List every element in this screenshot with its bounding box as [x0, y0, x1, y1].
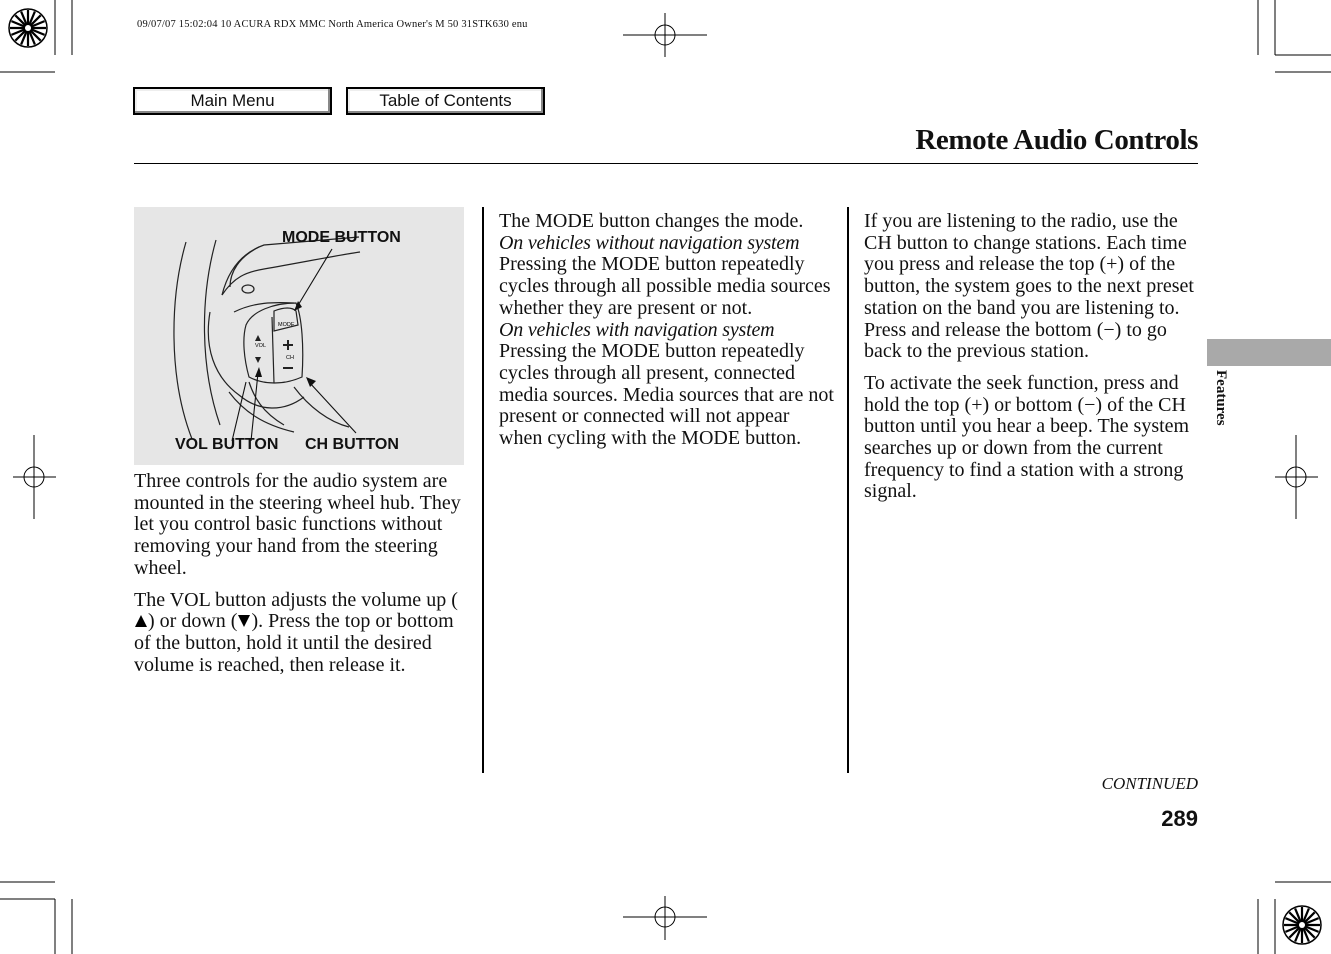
with-nav-heading: On vehicles with navigation system	[499, 318, 775, 341]
ch-plus-icon	[283, 340, 293, 350]
mode-intro-line: The MODE button changes the mode.	[499, 210, 804, 232]
page-number: 289	[1161, 806, 1198, 831]
steering-wheel-figure	[134, 207, 464, 465]
column-2	[499, 211, 837, 450]
main-menu-button[interactable]: Main Menu	[133, 87, 332, 115]
vol-down-icon	[255, 357, 261, 363]
vol-paragraph	[134, 590, 468, 677]
section-label: Features	[1213, 370, 1229, 426]
ch-button-callout: CH BUTTON	[305, 436, 399, 453]
without-nav-heading: On vehicles without navigation system	[499, 231, 800, 254]
section-tab	[1207, 339, 1331, 366]
vol-text-c: ). Press the top or bottom of the button, hold it until the desired volume is reached, then release it.	[134, 610, 454, 676]
vol-button-callout: VOL BUTTON	[175, 436, 279, 453]
page-title: Remote Audio Controls	[915, 124, 1198, 156]
vol-text-b: ) or down (	[148, 610, 238, 633]
title-rule	[134, 163, 1198, 164]
ch-key-label: CH	[286, 355, 294, 361]
seek-paragraph: To activate the seek function, press and hold the top (+) or bottom (−) of the CH button until you hear a beep. The system searches up or down from the current frequency to find a station with a strong signal.	[864, 371, 1190, 503]
up-arrow-icon	[134, 614, 148, 628]
vol-key-label: VOL	[255, 343, 267, 349]
print-header: 09/07/07 15:02:04 10 ACURA RDX MMC North America Owner's M 50 31STK630 enu	[137, 19, 528, 30]
continued-label: CONTINUED	[1101, 774, 1198, 793]
vol-up-icon	[255, 335, 261, 341]
table-of-contents-button[interactable]: Table of Contents	[346, 87, 545, 115]
mode-key-label: MODE	[278, 322, 295, 328]
intro-paragraph: Three controls for the audio system are mounted in the steering wheel hub. They let you control basic functions without removing your hand from the steering wheel.	[134, 470, 461, 579]
column-3	[864, 211, 1200, 513]
column-divider-1	[482, 207, 484, 773]
without-nav-paragraph: Pressing the MODE button repeatedly cycles through all possible media sources whether they are present or not.	[499, 253, 831, 319]
ch-paragraph: If you are listening to the radio, use the CH button to change stations. Each time you press and release the top (+) of the button, the system goes to the next preset station on the band you are listening to. Press and release the bottom (−) to go back to the previous station.	[864, 210, 1194, 363]
column-1	[134, 471, 468, 686]
with-nav-paragraph: Pressing the MODE button repeatedly cycles through all present, connected media sources. Media sources that are not present or connected will not appear when cycling with the MODE button.	[499, 340, 834, 450]
column-divider-2	[847, 207, 849, 773]
vol-text-a: The VOL button adjusts the volume up (	[134, 588, 458, 611]
down-arrow-icon	[237, 614, 251, 628]
mode-button-callout: MODE BUTTON	[282, 229, 401, 246]
